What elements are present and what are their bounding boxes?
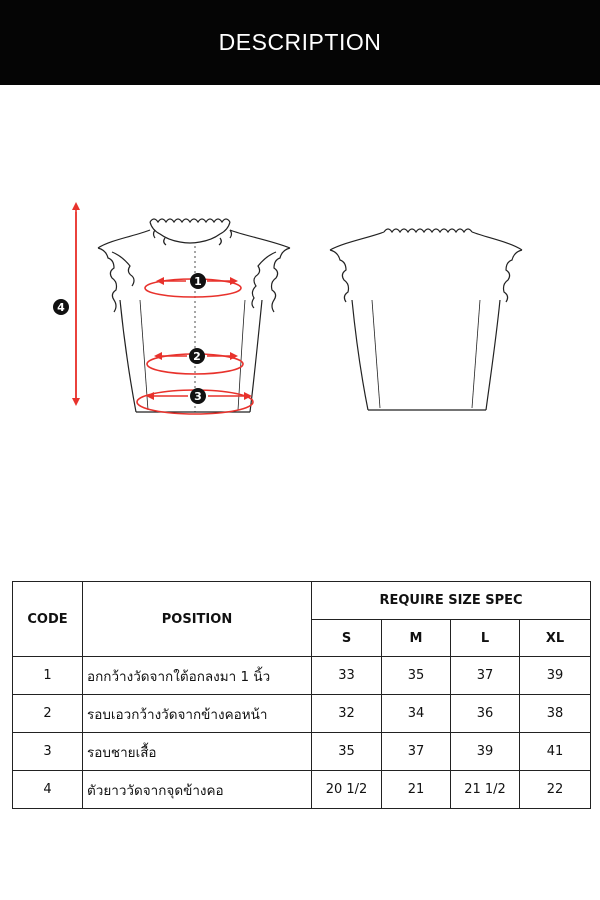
- table-row: [13, 695, 591, 733]
- size-spec-table: [12, 581, 591, 809]
- row-value-m: 37: [382, 733, 451, 771]
- row-value-s: 33: [312, 657, 382, 695]
- row-value-s: 20 1/2: [312, 771, 382, 809]
- row-position: อกกว้างวัดจากใต้อกลงมา 1 นิ้ว: [83, 657, 312, 695]
- row-value-m: 34: [382, 695, 451, 733]
- back-garment-drawing: [330, 229, 522, 410]
- svg-text:1: 1: [194, 275, 202, 288]
- row-value-l: 37: [451, 657, 520, 695]
- col-code-header: CODE: [13, 582, 83, 657]
- row-code: 1: [13, 657, 83, 695]
- row-position: ตัวยาววัดจากจุดข้างคอ: [83, 771, 312, 809]
- row-value-s: 35: [312, 733, 382, 771]
- marker-4: [53, 299, 69, 315]
- row-value-xl: 22: [520, 771, 591, 809]
- col-position-header: POSITION: [83, 582, 312, 657]
- size-header-m: M: [382, 620, 451, 657]
- row-code: 4: [13, 771, 83, 809]
- row-value-l: 39: [451, 733, 520, 771]
- svg-text:2: 2: [193, 350, 201, 363]
- svg-text:3: 3: [194, 390, 202, 403]
- table-row: [13, 771, 591, 809]
- measurement-guides: [76, 204, 253, 414]
- row-value-l: 36: [451, 695, 520, 733]
- row-code: 3: [13, 733, 83, 771]
- marker-1: [190, 273, 206, 289]
- size-header-xl: XL: [520, 620, 591, 657]
- row-value-xl: 39: [520, 657, 591, 695]
- row-value-m: 35: [382, 657, 451, 695]
- marker-2: [189, 348, 205, 364]
- row-value-l: 21 1/2: [451, 771, 520, 809]
- marker-3: [190, 388, 206, 404]
- svg-text:4: 4: [57, 301, 65, 314]
- page-title: DESCRIPTION: [218, 29, 382, 55]
- col-spec-header: REQUIRE SIZE SPEC: [312, 582, 591, 620]
- row-value-m: 21: [382, 771, 451, 809]
- table-row: [13, 733, 591, 771]
- table-header-row: [13, 582, 591, 620]
- front-garment-drawing: [98, 219, 290, 412]
- table-row: [13, 657, 591, 695]
- row-position: รอบชายเสื้อ: [83, 733, 312, 771]
- row-value-xl: 41: [520, 733, 591, 771]
- garment-illustration: [0, 180, 600, 430]
- row-value-xl: 38: [520, 695, 591, 733]
- row-value-s: 32: [312, 695, 382, 733]
- header-bar: [0, 0, 600, 85]
- size-header-s: S: [312, 620, 382, 657]
- size-header-l: L: [451, 620, 520, 657]
- row-code: 2: [13, 695, 83, 733]
- row-position: รอบเอวกว้างวัดจากข้างคอหน้า: [83, 695, 312, 733]
